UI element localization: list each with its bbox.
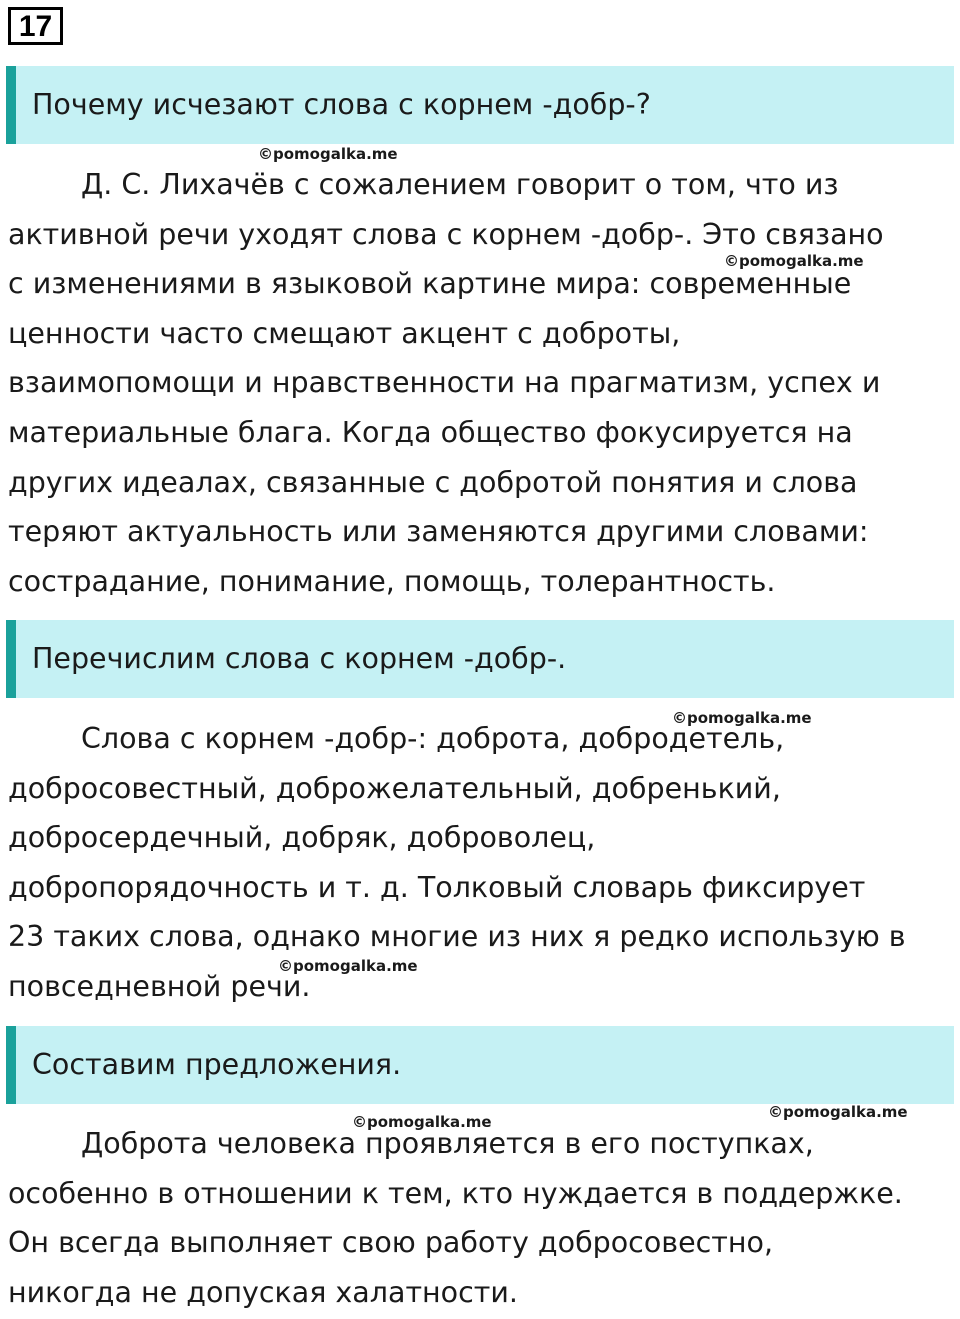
section-heading-3 xyxy=(6,1026,954,1104)
paragraph-line: материальные блага. Когда общество фокусируется на xyxy=(8,415,853,449)
watermark: ©pomogalka.me xyxy=(672,709,812,727)
paragraph-line: Он всегда выполняет свою работу добросовестно, xyxy=(8,1226,774,1260)
paragraph-line: Доброта человека проявляется в его поступках, xyxy=(81,1127,814,1160)
paragraph-line: добропорядочность и т. д. Толковый словарь фиксирует xyxy=(8,870,866,904)
watermark: ©pomogalka.me xyxy=(258,145,398,163)
watermark: ©pomogalka.me xyxy=(768,1103,908,1121)
paragraph-line: теряют актуальность или заменяются другими словами: xyxy=(8,515,869,549)
paragraph-line: никогда не допуская халатности. xyxy=(8,1275,518,1309)
paragraph-line: Слова с корнем -добр-: доброта, добродетель, xyxy=(81,722,785,755)
section-heading-3-text: Составим предложения. xyxy=(32,1048,402,1081)
section-heading-1 xyxy=(6,66,954,144)
section-heading-1-text: Почему исчезают слова с корнем -добр-? xyxy=(32,88,651,121)
paragraph-line: добросовестный, доброжелательный, добренький, xyxy=(8,771,781,805)
paragraph-1 xyxy=(8,160,954,606)
section-heading-2 xyxy=(6,620,954,698)
paragraph-line: особенно в отношении к тем, кто нуждается в поддержке. xyxy=(8,1176,903,1210)
paragraph-2 xyxy=(8,714,954,1012)
watermark: ©pomogalka.me xyxy=(278,957,418,975)
paragraph-line: 23 таких слова, однако многие из них я редко использую в xyxy=(8,920,906,954)
paragraph-line: ценности часто смещают акцент с доброты, xyxy=(8,316,681,350)
paragraph-line: повседневной речи. xyxy=(8,969,311,1003)
paragraph-line: добросердечный, добряк, доброволец, xyxy=(8,821,596,855)
paragraph-line: взаимопомощи и нравственности на прагматизм, успех и xyxy=(8,366,881,400)
paragraph-line: сострадание, понимание, помощь, толерантность. xyxy=(8,564,776,598)
paragraph-line: с изменениями в языковой картине мира: современные xyxy=(8,267,852,301)
paragraph-line: Д. С. Лихачёв с сожалением говорит о том, что из xyxy=(81,168,839,201)
paragraph-3 xyxy=(8,1119,954,1317)
section-heading-2-text: Перечислим слова с корнем -добр-. xyxy=(32,642,567,675)
paragraph-line: других идеалах, связанные с добротой понятия и слова xyxy=(8,465,858,499)
exercise-number: 17 xyxy=(8,7,63,45)
watermark: ©pomogalka.me xyxy=(352,1113,492,1131)
watermark: ©pomogalka.me xyxy=(724,252,864,270)
paragraph-line: активной речи уходят слова с корнем -добр-. Это связано xyxy=(8,217,884,251)
